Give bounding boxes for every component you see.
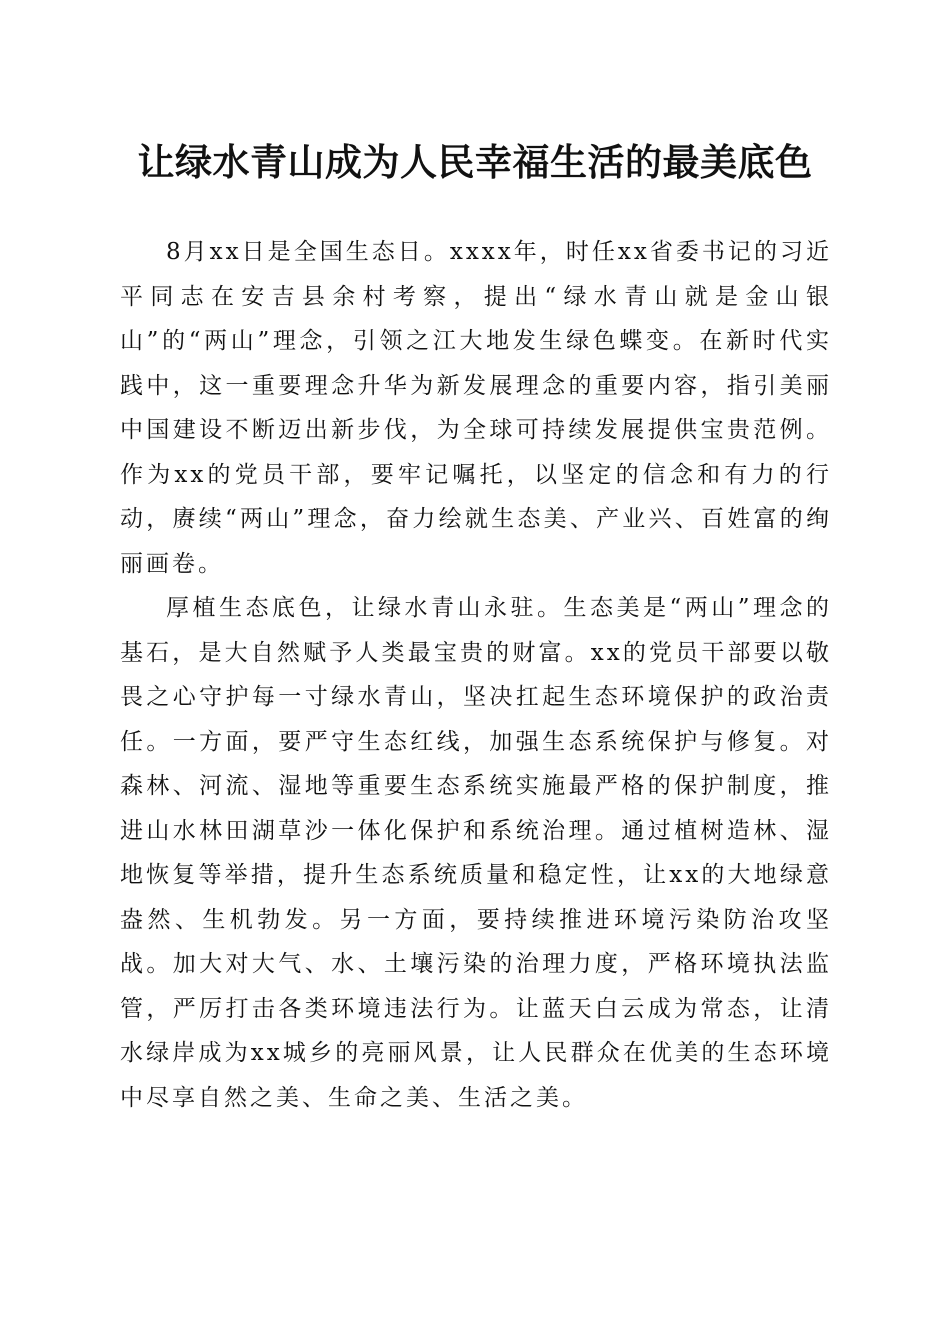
paragraph-1: 8月xx日是全国生态日。xxxx年，时任xx省委书记的习近平同志在安吉县余村考察，提出“绿水青山就是金山银山”的“两山”理念，引领之江大地发生绿色蝶变。在新时代实践中，这一重要理念升华为新发展理念的重要内容，指引美丽中国建设不断迈出新步伐，为全球可持续发展提供宝贵范例。作为xx的党员干部，要牢记嘱托，以坚定的信念和有力的行动，赓续“两山”理念，奋力绘就生态美、产业兴、百姓富的绚丽画卷。	[120, 239, 832, 577]
document-body	[120, 230, 832, 1120]
document-title: 让绿水青山成为人民幸福生活的最美底色	[137, 140, 813, 184]
paragraph-2: 厚植生态底色，让绿水青山永驻。生态美是“两山”理念的基石，是大自然赋予人类最宝贵的财富。xx的党员干部要以敬畏之心守护每一寸绿水青山，坚决扛起生态环境保护的政治责任。一方面，要严守生态红线，加强生态系统保护与修复。对森林、河流、湿地等重要生态系统实施最严格的保护制度，推进山水林田湖草沙一体化保护和系统治理。通过植树造林、湿地恢复等举措，提升生态系统质量和稳定性，让xx的大地绿意盎然、生机勃发。另一方面，要持续推进环境污染防治攻坚战。加大对大气、水、土壤污染的治理力度，严格环境执法监管，严厉打击各类环境违法行为。让蓝天白云成为常态，让清水绿岸成为xx城乡的亮丽风景，让人民群众在优美的生态环境中尽享自然之美、生命之美、生活之美。	[120, 595, 832, 1111]
